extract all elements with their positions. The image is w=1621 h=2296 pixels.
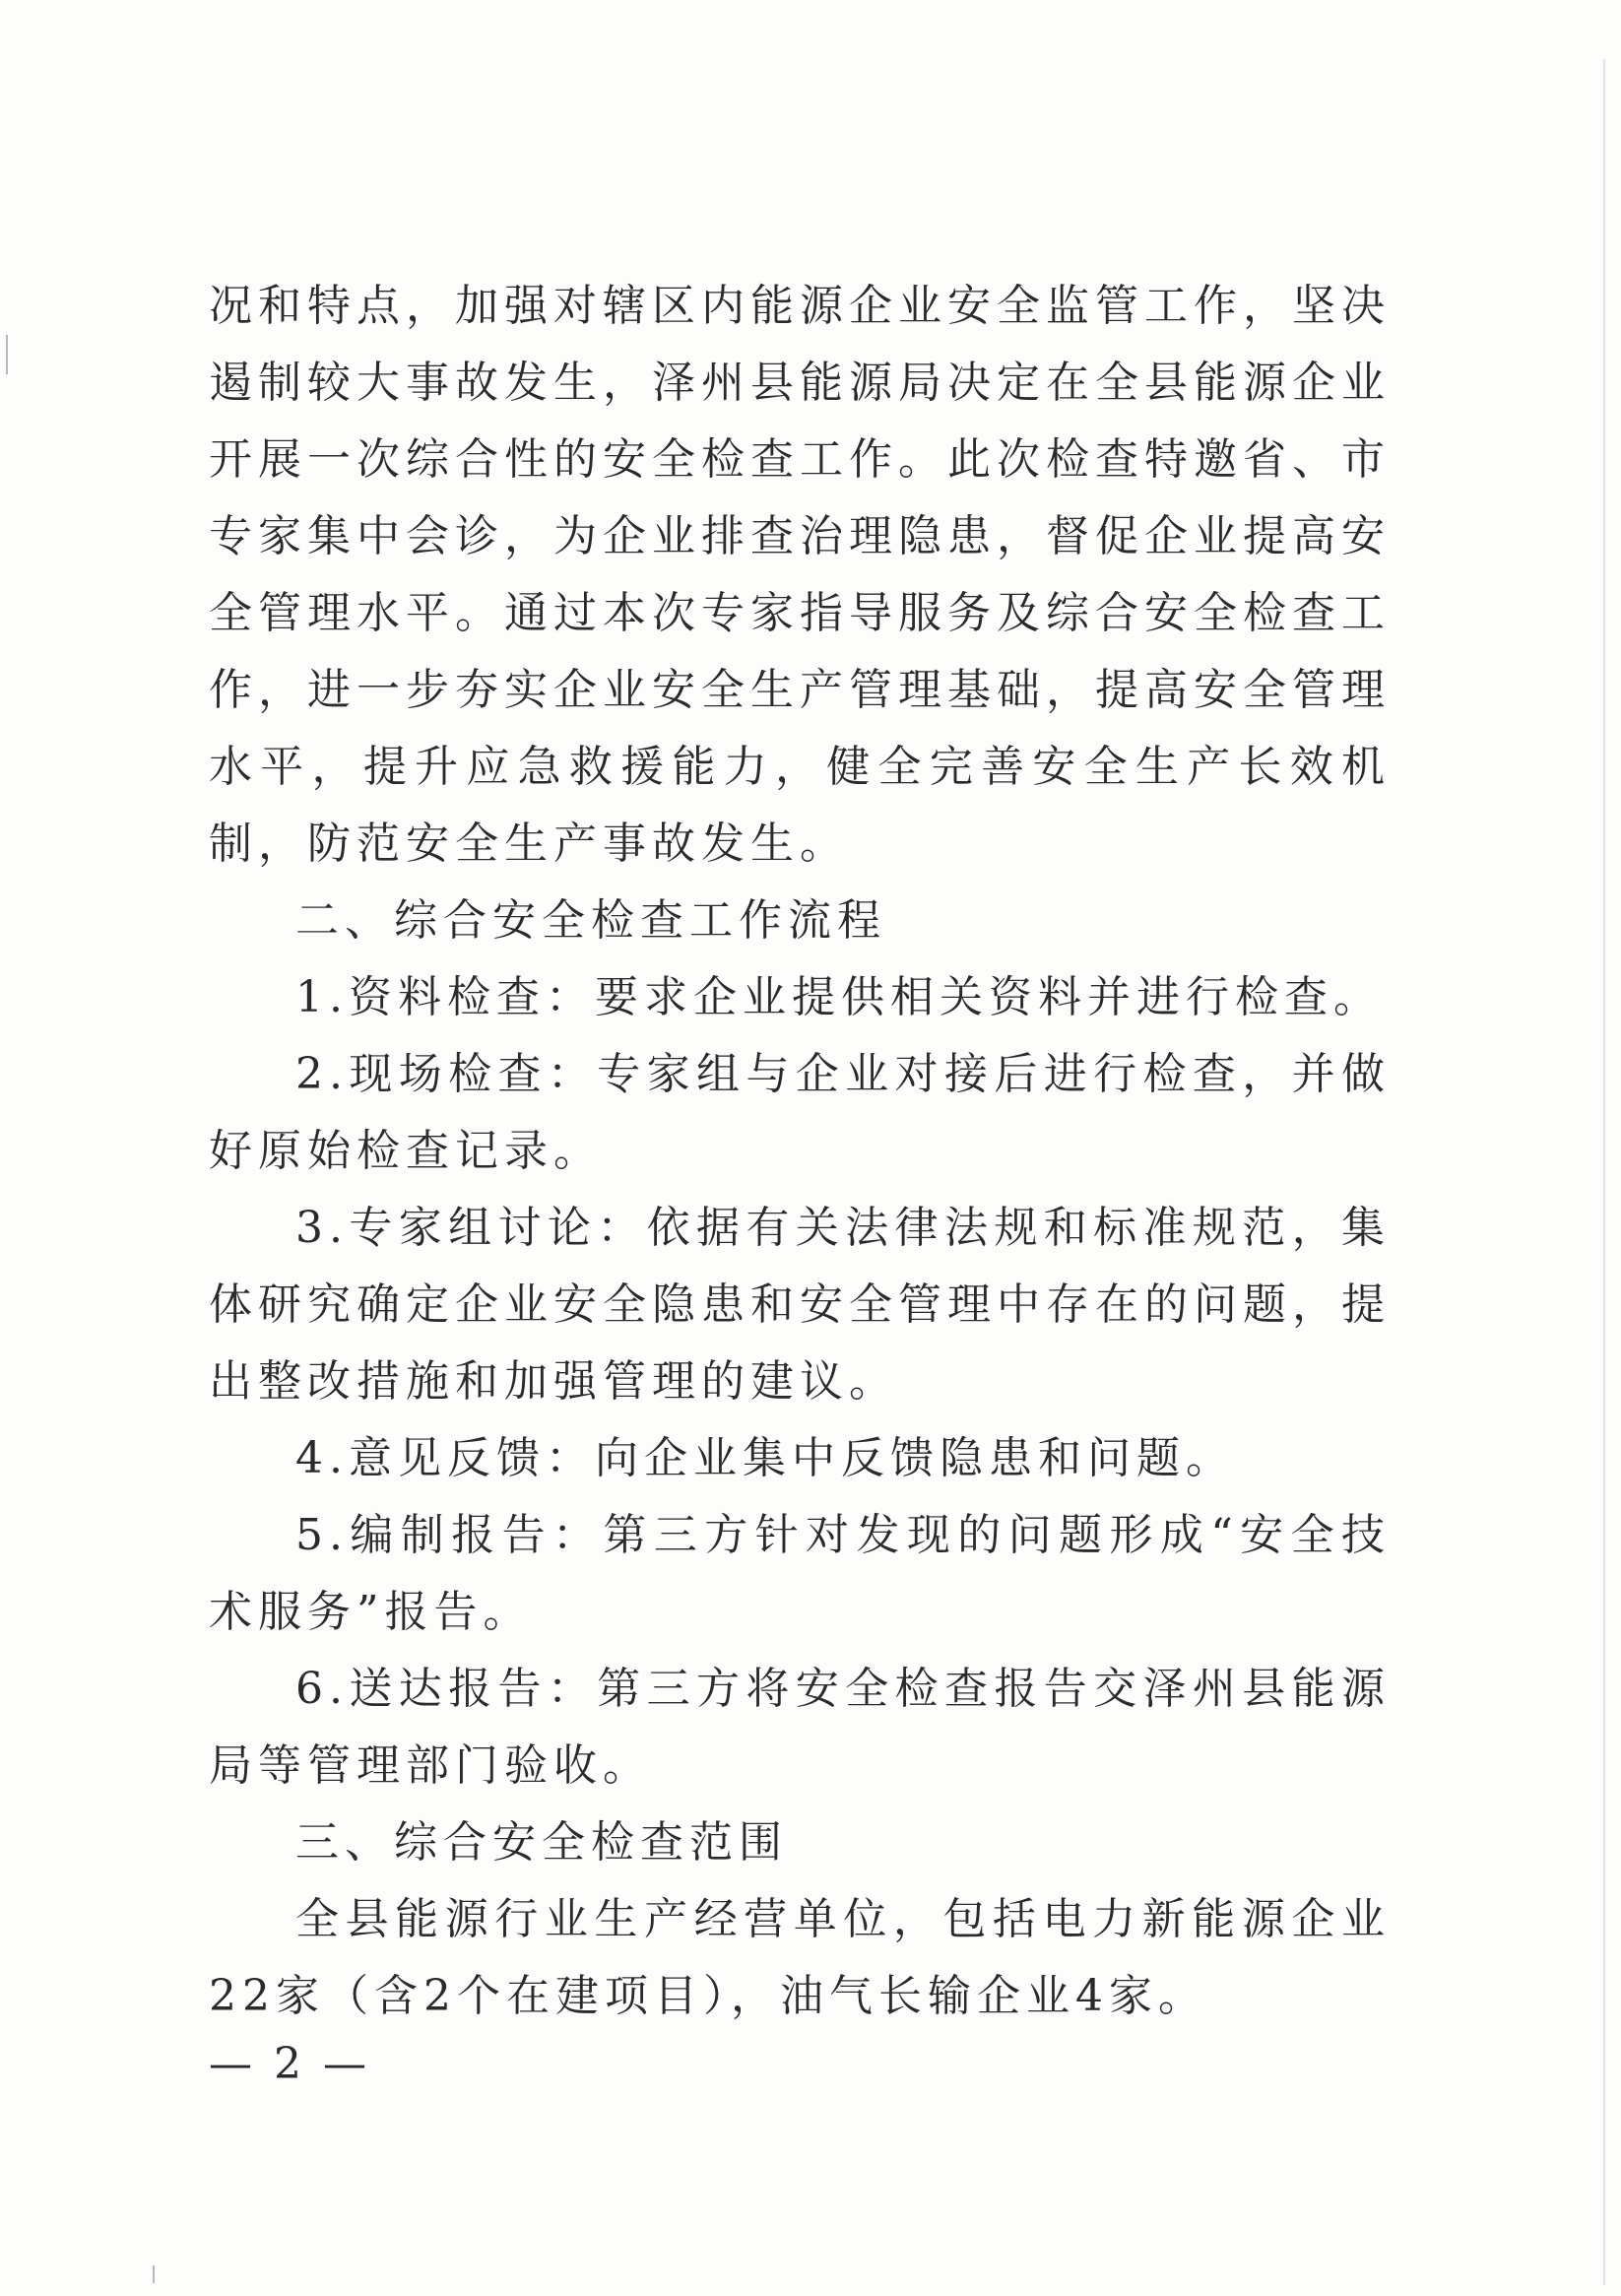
list-item-2: 2.现场检查：专家组与企业对接后进行检查，并做好原始检查记录。 bbox=[209, 1049, 1391, 1176]
scan-edge-mark-left bbox=[6, 335, 8, 374]
list-item-3: 3.专家组讨论：依据有关法律法规和标准规范，集体研究确定企业安全隐患和安全管理中存在的问题，提出整改措施和加强管理的建议。 bbox=[209, 1203, 1391, 1407]
scan-edge-mark-bottom bbox=[153, 2265, 155, 2283]
scope-paragraph: 全县能源行业生产经营单位，包括电力新能源企业22家（含2个在建项目），油气长输企业4家。 bbox=[209, 1894, 1391, 2021]
list-item-5: 5.编制报告：第三方针对发现的问题形成“安全技术服务”报告。 bbox=[209, 1510, 1391, 1637]
scan-edge-mark-right bbox=[1603, 59, 1605, 2285]
page-number: — 2 — bbox=[209, 2039, 370, 2089]
list-item-6: 6.送达报告：第三方将安全检查报告交泽州县能源局等管理部门验收。 bbox=[209, 1664, 1391, 1791]
list-item-4: 4.意见反馈：向企业集中反馈隐患和问题。 bbox=[295, 1433, 1235, 1483]
section-heading-2: 二、综合安全检查工作流程 bbox=[295, 895, 886, 946]
document-body bbox=[209, 268, 1391, 2035]
paragraph-intro-continued: 况和特点，加强对辖区内能源企业安全监管工作，坚决遏制较大事故发生，泽州县能源局决定在全县能源企业开展一次综合性的安全检查工作。此次检查特邀省、市专家集中会诊，为企业排查治理隐患，督促企业提高安全管理水平。通过本次专家指导服务及综合安全检查工作，进一步夯实企业安全生产管理基础，提高安全管理水平，提升应急救援能力，健全完善安全生产长效机制，防范安全生产事故发生。 bbox=[209, 281, 1391, 869]
section-heading-3: 三、综合安全检查范围 bbox=[295, 1817, 788, 1868]
list-item-1: 1.资料检查：要求企业提供相关资料并进行检查。 bbox=[295, 972, 1383, 1022]
